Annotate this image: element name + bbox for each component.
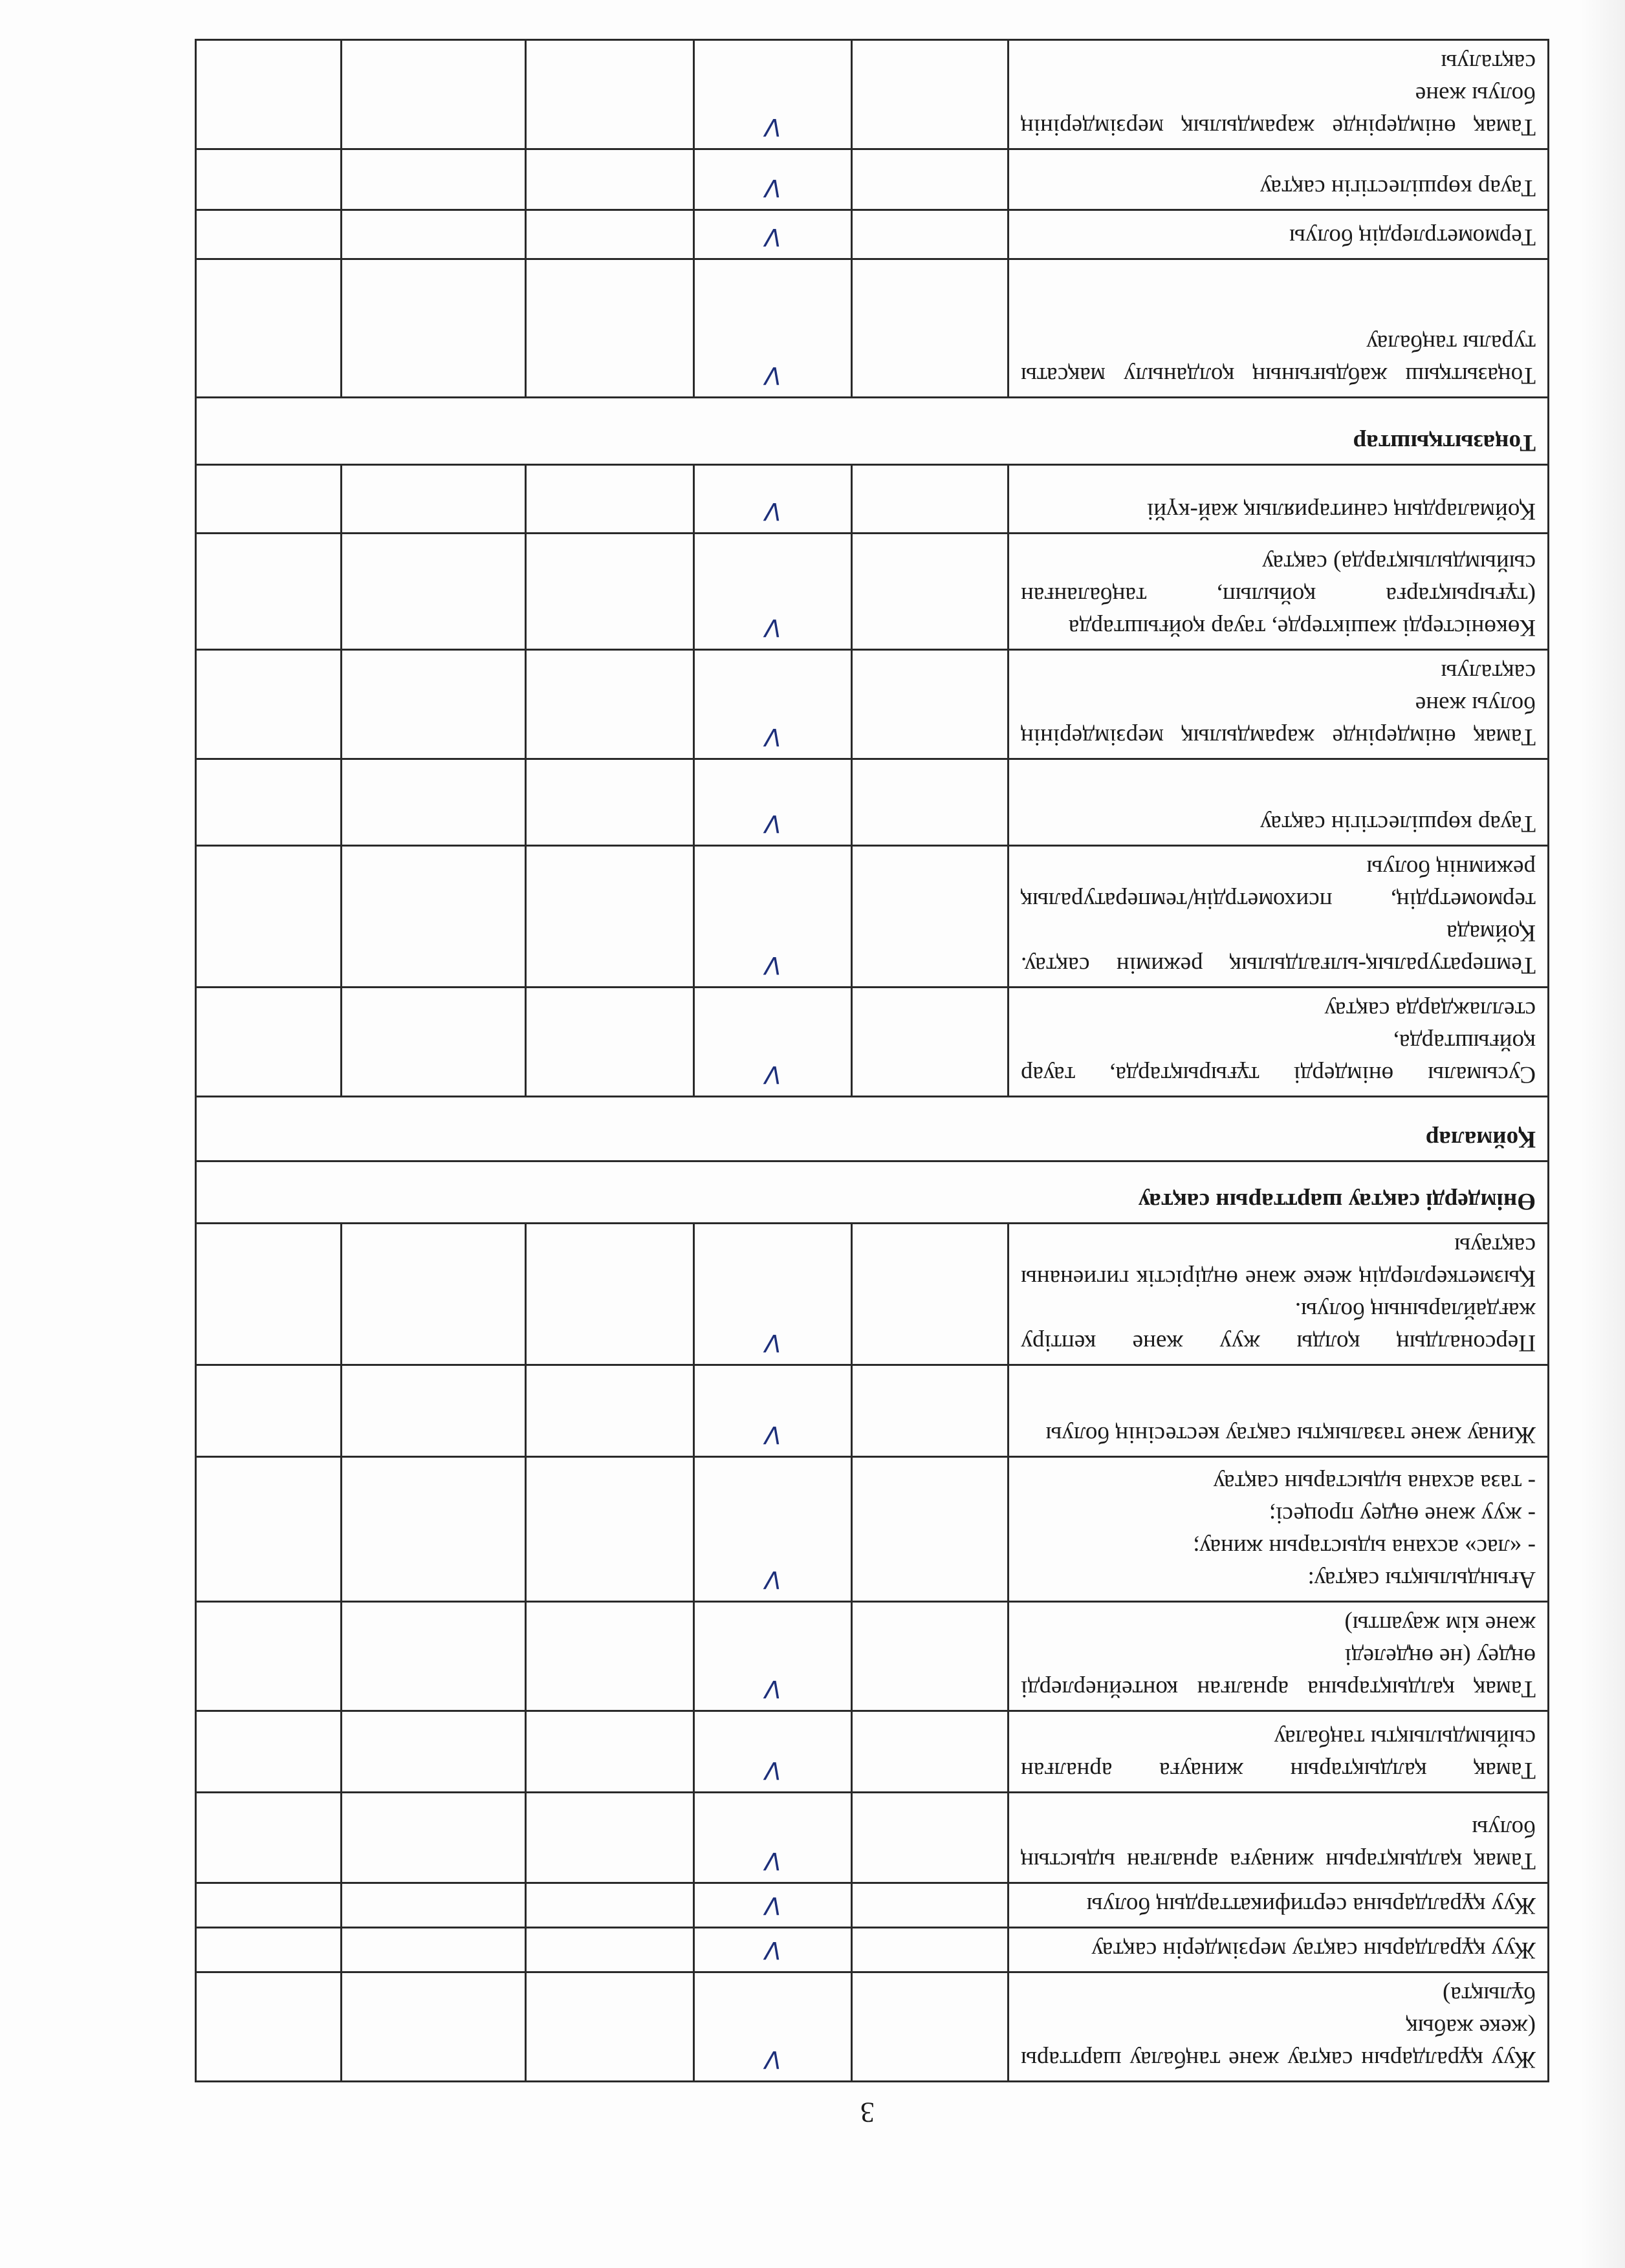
- empty-cell: [852, 259, 1009, 398]
- requirement-line: және кім жауапты): [1344, 1611, 1536, 1637]
- requirement-text: [1009, 1457, 1549, 1602]
- section-row: [196, 398, 1549, 465]
- empty-cell: [342, 1883, 526, 1928]
- empty-cell: [526, 259, 694, 398]
- empty-cell: [196, 1883, 342, 1928]
- table-row: [196, 149, 1549, 210]
- table-row: [196, 1972, 1549, 2082]
- empty-cell: [526, 846, 694, 988]
- empty-cell: [196, 534, 342, 650]
- section-heading: Қоймалар: [196, 1097, 1549, 1161]
- requirement-line: (тұғырықтарға қойылып, таңбаланған сыйымдылықтарда) сақтау: [1021, 550, 1536, 609]
- table-row: [196, 534, 1549, 650]
- empty-cell: [526, 40, 694, 149]
- check-mark: V: [694, 210, 852, 259]
- table-row: [196, 1928, 1549, 1972]
- empty-cell: [196, 1972, 342, 2082]
- table-row: [196, 1224, 1549, 1365]
- empty-cell: [342, 1224, 526, 1365]
- empty-cell: [342, 650, 526, 759]
- empty-cell: [852, 534, 1009, 650]
- check-mark: V: [694, 534, 852, 650]
- empty-cell: [852, 1793, 1009, 1883]
- requirement-text: [1009, 465, 1549, 534]
- empty-cell: [342, 149, 526, 210]
- empty-cell: [342, 759, 526, 846]
- empty-cell: [342, 1365, 526, 1457]
- check-mark: V: [694, 1365, 852, 1457]
- table-row: [196, 259, 1549, 398]
- requirement-line: сақталуы: [1441, 659, 1536, 686]
- requirement-line: стеллаждарда сақтау: [1324, 997, 1536, 1023]
- empty-cell: [196, 465, 342, 534]
- empty-cell: [342, 210, 526, 259]
- section-heading: Өнімдерді сақтау шарттарын сақтау: [196, 1161, 1549, 1224]
- empty-cell: [342, 988, 526, 1097]
- checklist-rows: [196, 40, 1549, 2082]
- empty-cell: [852, 650, 1009, 759]
- empty-cell: [196, 1224, 342, 1365]
- requirement-text: [1009, 149, 1549, 210]
- table-row: [196, 465, 1549, 534]
- table-row: [196, 846, 1549, 988]
- requirement-text: [1009, 40, 1549, 149]
- empty-cell: [852, 1928, 1009, 1972]
- section-row: [196, 1161, 1549, 1224]
- table-row: [196, 759, 1549, 846]
- empty-cell: [526, 1928, 694, 1972]
- requirement-line: Тауар көршілестігін сақтау: [1260, 810, 1536, 837]
- checklist-table: [195, 39, 1549, 2082]
- scan-edge-shadow: [1580, 0, 1625, 2268]
- requirement-text: [1009, 259, 1549, 398]
- requirement-line: - «лас» асхана ыдыстарын жинау;: [1193, 1534, 1536, 1561]
- empty-cell: [852, 988, 1009, 1097]
- empty-cell: [526, 1711, 694, 1793]
- requirement-line: Тауар көршілестігін сақтау: [1260, 175, 1536, 201]
- table-row: [196, 40, 1549, 149]
- page-number: 3: [860, 2097, 875, 2128]
- empty-cell: [196, 846, 342, 988]
- check-mark: V: [694, 259, 852, 398]
- empty-cell: [342, 1711, 526, 1793]
- requirement-line: Жинау және тазалықты сақтау кестесінің болуы: [1045, 1421, 1536, 1448]
- table-row: [196, 1711, 1549, 1793]
- empty-cell: [526, 988, 694, 1097]
- empty-cell: [526, 759, 694, 846]
- empty-cell: [196, 1793, 342, 1883]
- empty-cell: [196, 1711, 342, 1793]
- requirement-line: Жуу құралдарын сақтау және таңбалау шарттары (жеке жабық: [1021, 2014, 1536, 2073]
- requirement-line: термометрдің, психометрдің/температуралық режимнің болуы: [1021, 855, 1536, 914]
- empty-cell: [526, 1224, 694, 1365]
- empty-cell: [852, 1602, 1009, 1711]
- empty-cell: [852, 210, 1009, 259]
- requirement-text: [1009, 1711, 1549, 1793]
- empty-cell: [342, 1972, 526, 2082]
- check-mark: V: [694, 759, 852, 846]
- section-row: [196, 1097, 1549, 1161]
- empty-cell: [526, 465, 694, 534]
- requirement-line: Тамақ қалдықтарын жинауға арналған ыдыстың болуы: [1021, 1815, 1536, 1874]
- check-mark: V: [694, 1711, 852, 1793]
- empty-cell: [852, 1224, 1009, 1365]
- check-mark: V: [694, 1602, 852, 1711]
- empty-cell: [526, 650, 694, 759]
- empty-cell: [196, 210, 342, 259]
- empty-cell: [526, 1365, 694, 1457]
- table-row: [196, 1365, 1549, 1457]
- empty-cell: [526, 1972, 694, 2082]
- table-row: [196, 1883, 1549, 1928]
- requirement-text: [1009, 210, 1549, 259]
- requirement-line: Персоналдың қолды жуу және кептіру жағдайларының болуы.: [1021, 1297, 1536, 1356]
- requirement-line: сақталуы: [1441, 49, 1536, 76]
- check-mark: V: [694, 1928, 852, 1972]
- empty-cell: [342, 465, 526, 534]
- empty-cell: [852, 465, 1009, 534]
- check-mark: V: [694, 988, 852, 1097]
- empty-cell: [196, 650, 342, 759]
- empty-cell: [526, 149, 694, 210]
- table-row: [196, 650, 1549, 759]
- requirement-text: [1009, 534, 1549, 650]
- empty-cell: [196, 259, 342, 398]
- requirement-line: Тамақ өнімдерінде жарамдылық мерзімдерінің болуы және: [1021, 691, 1536, 750]
- empty-cell: [196, 149, 342, 210]
- check-mark: V: [694, 1972, 852, 2082]
- empty-cell: [852, 1457, 1009, 1602]
- empty-cell: [852, 1365, 1009, 1457]
- requirement-text: [1009, 759, 1549, 846]
- check-mark: V: [694, 1793, 852, 1883]
- empty-cell: [526, 534, 694, 650]
- requirement-text: [1009, 1883, 1549, 1928]
- empty-cell: [526, 1602, 694, 1711]
- requirement-line: Қоймалардың санитариялық жай-күйі: [1147, 498, 1536, 524]
- empty-cell: [342, 846, 526, 988]
- empty-cell: [852, 1883, 1009, 1928]
- empty-cell: [852, 149, 1009, 210]
- requirement-line: - таза асхана ыдыстарын сақтау: [1213, 1469, 1536, 1496]
- requirement-line: Сусымалы өнімдерді тұғырықтарда, тауар қойғыштарда,: [1021, 1029, 1536, 1088]
- empty-cell: [196, 40, 342, 149]
- requirement-text: [1009, 1602, 1549, 1711]
- empty-cell: [342, 1457, 526, 1602]
- section-heading: Тоңазытқыштар: [196, 398, 1549, 465]
- table-row: [196, 988, 1549, 1097]
- requirement-text: [1009, 1365, 1549, 1457]
- empty-cell: [196, 988, 342, 1097]
- check-mark: V: [694, 1457, 852, 1602]
- empty-cell: [526, 1883, 694, 1928]
- empty-cell: [196, 1365, 342, 1457]
- empty-cell: [342, 40, 526, 149]
- requirement-text: [1009, 1928, 1549, 1972]
- empty-cell: [196, 1457, 342, 1602]
- check-mark: V: [694, 1883, 852, 1928]
- table-row: [196, 1602, 1549, 1711]
- empty-cell: [342, 534, 526, 650]
- check-mark: V: [694, 1224, 852, 1365]
- requirement-line: Ағындылықты сақтау:: [1307, 1566, 1536, 1593]
- check-mark: V: [694, 650, 852, 759]
- empty-cell: [852, 759, 1009, 846]
- empty-cell: [342, 1793, 526, 1883]
- requirement-line: Тамақ қалдықтарын жинауға арналған сыйымдылықты таңбалау: [1021, 1725, 1536, 1784]
- empty-cell: [196, 759, 342, 846]
- empty-cell: [196, 1928, 342, 1972]
- requirement-line: Тамақ өнімдерінде жарамдылық мерзімдерінің болуы және: [1021, 81, 1536, 140]
- empty-cell: [526, 1793, 694, 1883]
- empty-cell: [852, 1972, 1009, 2082]
- empty-cell: [526, 210, 694, 259]
- empty-cell: [342, 1602, 526, 1711]
- table-row: [196, 210, 1549, 259]
- requirement-line: Көкөністерді жәшіктерде, тауар қойғыштарда: [1068, 614, 1536, 641]
- requirement-line: - жуу және өңдеу процесі;: [1269, 1502, 1536, 1528]
- requirement-text: [1009, 1793, 1549, 1883]
- check-mark: V: [694, 465, 852, 534]
- requirement-line: Жуу құралдарына сертификаттардың болуы: [1086, 1892, 1536, 1919]
- empty-cell: [342, 1928, 526, 1972]
- requirement-line: Термометрлердің болуы: [1289, 224, 1536, 250]
- requirement-line: бұлықта): [1443, 1982, 1536, 2008]
- empty-cell: [852, 40, 1009, 149]
- table-row: [196, 1793, 1549, 1883]
- table-row: [196, 1457, 1549, 1602]
- empty-cell: [526, 1457, 694, 1602]
- requirement-line: Тоңазытқыш жабдығының қолданылу мақсаты туралы таңбалау: [1021, 330, 1536, 389]
- empty-cell: [342, 259, 526, 398]
- empty-cell: [196, 1602, 342, 1711]
- requirement-text: [1009, 650, 1549, 759]
- requirement-text: [1009, 1972, 1549, 2082]
- requirement-text: [1009, 988, 1549, 1097]
- requirement-line: Жуу құралдарын сақтау мерзімдерін сақтау: [1091, 1937, 1536, 1963]
- requirement-text: [1009, 1224, 1549, 1365]
- check-mark: V: [694, 846, 852, 988]
- requirement-text: [1009, 846, 1549, 988]
- check-mark: V: [694, 40, 852, 149]
- empty-cell: [852, 846, 1009, 988]
- requirement-line: Температуралық-ылғалдылық режимін сақтау. Қоймада: [1021, 920, 1536, 978]
- check-mark: V: [694, 149, 852, 210]
- requirement-line: Қызметкерлердің жеке және өндірістік гигиенаны сақтауы: [1021, 1233, 1536, 1291]
- empty-cell: [852, 1711, 1009, 1793]
- requirement-line: Тамақ қалдықтарына арналған контейнерлерді өңдеу (не өңделеді: [1021, 1643, 1536, 1702]
